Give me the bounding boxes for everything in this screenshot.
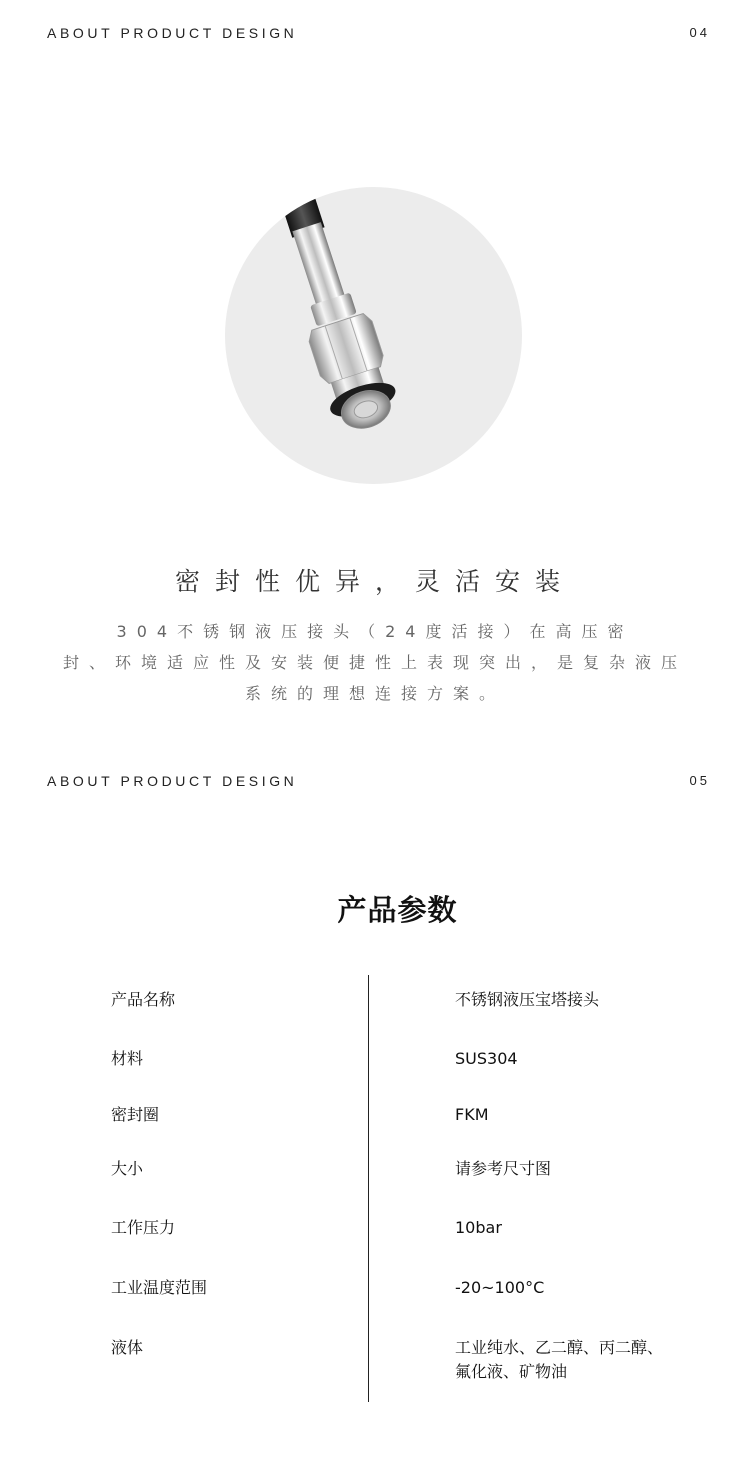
param-value: -20~100°C bbox=[455, 1278, 545, 1297]
param-key: 材料 bbox=[111, 1049, 144, 1068]
params-title: 产品参数 bbox=[337, 893, 458, 927]
description-line: 系统的理想连接方案。 bbox=[244, 684, 505, 703]
param-key: 液体 bbox=[111, 1338, 144, 1357]
section-label: ABOUT PRODUCT DESIGN bbox=[47, 25, 298, 41]
param-value: 10bar bbox=[455, 1218, 502, 1237]
product-image bbox=[225, 187, 522, 484]
section-number: 05 bbox=[689, 773, 710, 788]
param-key: 大小 bbox=[111, 1159, 144, 1178]
param-value: SUS304 bbox=[455, 1049, 518, 1068]
param-value: FKM bbox=[455, 1105, 489, 1124]
param-value: 工业纯水、乙二醇、丙二醇、氟化液、矿物油 bbox=[455, 1338, 664, 1381]
section-number: 04 bbox=[689, 25, 710, 40]
description-line: 304不锈钢液压接头（24度活接）在高压密 bbox=[116, 622, 634, 641]
description-line: 封、环境适应性及安装便捷性上表现突出，是复杂液压 bbox=[62, 653, 687, 672]
param-value: 请参考尺寸图 bbox=[455, 1159, 552, 1178]
param-value: 不锈钢液压宝塔接头 bbox=[455, 990, 600, 1009]
table-divider bbox=[368, 975, 369, 1402]
section-label: ABOUT PRODUCT DESIGN bbox=[47, 773, 298, 789]
section-headline: 密封性优异，灵活安装 bbox=[174, 567, 575, 596]
param-key: 产品名称 bbox=[111, 990, 176, 1009]
hydraulic-fitting-illustration bbox=[225, 187, 522, 484]
param-key: 工业温度范围 bbox=[111, 1278, 208, 1297]
param-key: 密封圈 bbox=[111, 1105, 160, 1124]
param-key: 工作压力 bbox=[111, 1218, 176, 1237]
